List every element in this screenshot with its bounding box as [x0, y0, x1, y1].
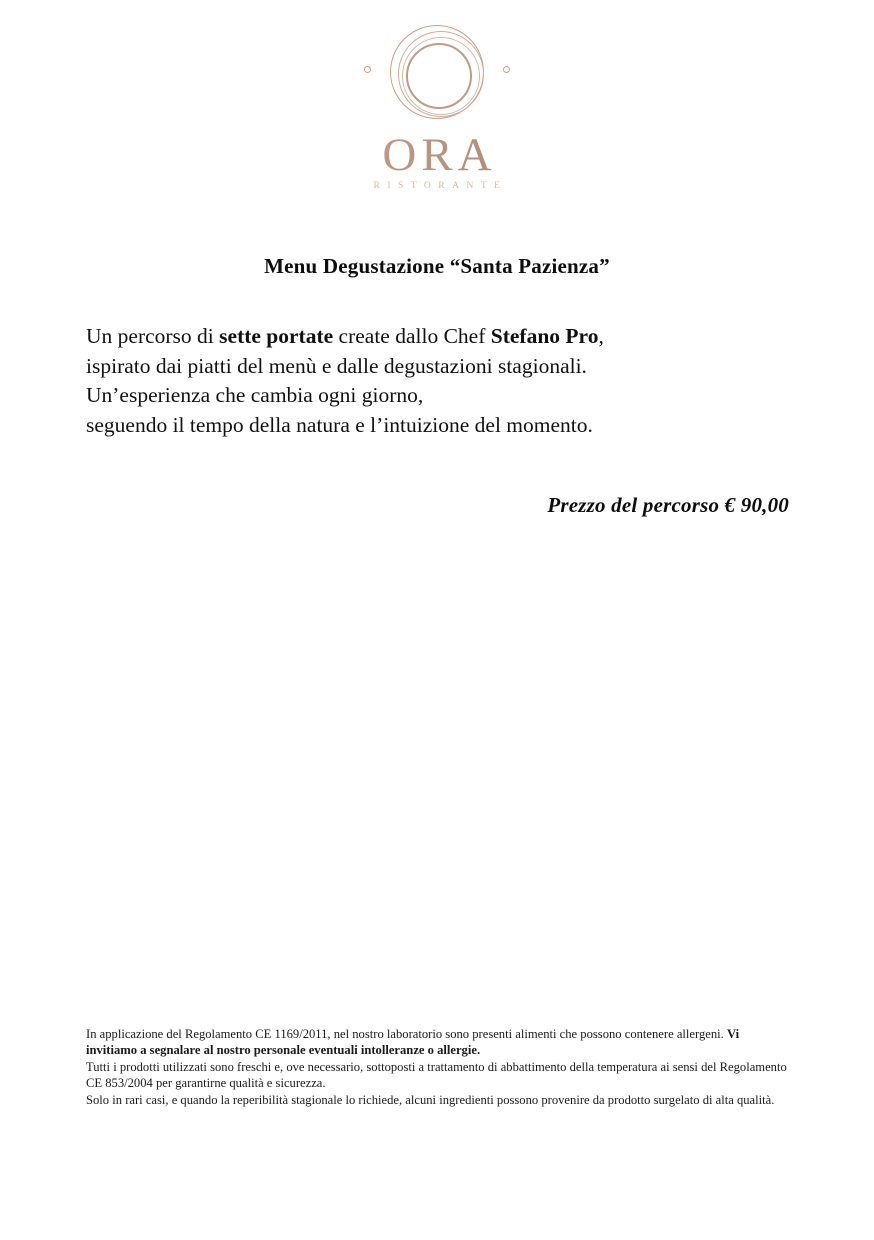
- allergen-paragraph-1: [86, 1026, 792, 1059]
- logo-wordmark: ORA: [0, 132, 874, 180]
- allergen-notice: [86, 1026, 792, 1108]
- logo-ring-inner: [406, 43, 472, 109]
- logo-rings-icon: [352, 22, 522, 126]
- intro-line-4: seguendo il tempo della natura e l’intuizione del momento.: [86, 412, 593, 437]
- allergen-paragraph-2: Tutti i prodotti utilizzati sono freschi e, ove necessario, sottoposti a trattamento di abbattimento della temperatura ai sensi del Regolamento CE 853/2004 per garantirne qualità e sicurezza.: [86, 1059, 787, 1091]
- logo-dot-left-icon: [364, 66, 371, 73]
- allergen-warning-emphasis: Vi invitiamo a segnalare al nostro personale eventuali intolleranze o allergie.: [86, 1027, 740, 1058]
- intro-line-1-text-c: ,: [598, 324, 604, 348]
- logo-dot-right-icon: [503, 66, 510, 73]
- intro-line-1: [86, 322, 786, 352]
- intro-line-1-text-b: create dallo Chef: [333, 324, 491, 348]
- intro-line-1-text-a: Un percorso di: [86, 324, 220, 348]
- intro-paragraph: [86, 322, 786, 440]
- logo-subtitle: RISTORANTE: [373, 180, 508, 191]
- allergen-paragraph-3: Solo in rari casi, e quando la reperibilità stagionale lo richiede, alcuni ingredienti possono provenire da prodotto surgelato di alta qualità.: [86, 1092, 775, 1107]
- menu-price: Prezzo del percorso € 90,00: [547, 493, 789, 517]
- intro-line-3: Un’esperienza che cambia ogni giorno,: [86, 383, 424, 407]
- restaurant-logo: [0, 22, 874, 191]
- intro-line-2: ispirato dai piatti del menù e dalle degustazioni stagionali.: [86, 353, 587, 378]
- page-title: Menu Degustazione “Santa Pazienza”: [264, 254, 610, 279]
- intro-courses-emphasis: sette portate: [219, 324, 334, 348]
- allergen-paragraph-1-text: In applicazione del Regolamento CE 1169/2011, nel nostro laboratorio sono presenti alimenti che possono contenere allergeni.: [86, 1027, 727, 1041]
- intro-chef-name: Stefano Pro: [490, 324, 599, 348]
